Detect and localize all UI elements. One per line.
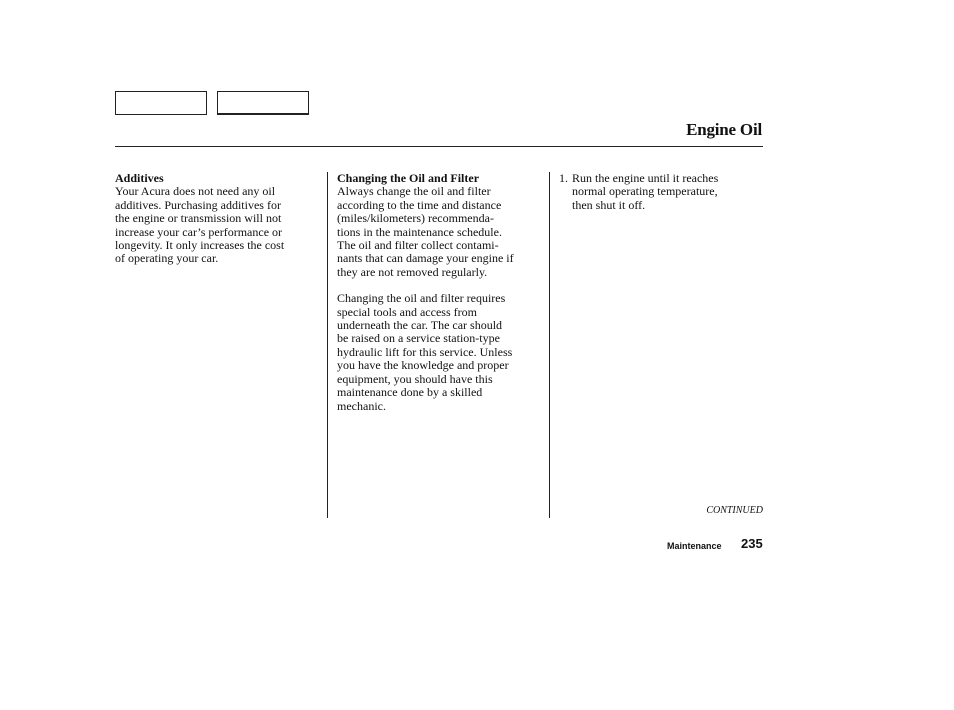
page-number: 235 <box>741 536 763 551</box>
continued-label: CONTINUED <box>706 505 763 516</box>
text-line: then shut it off. <box>572 197 646 212</box>
text-line: be raised on a service station-type <box>337 331 500 346</box>
text-line: (miles/kilometers) recommenda- <box>337 211 494 226</box>
text-line: of operating your car. <box>115 251 219 266</box>
column-divider <box>549 172 550 518</box>
text-line: underneath the car. The car should <box>337 318 503 333</box>
text-line: special tools and access from <box>337 304 477 319</box>
column-additives <box>115 172 315 266</box>
column-changing-oil <box>337 172 542 413</box>
text-line: normal operating temperature, <box>572 184 718 199</box>
text-line: Changing the oil and filter requires <box>337 291 506 306</box>
nav-button-previous[interactable] <box>115 91 207 115</box>
text-line: according to the time and distance <box>337 197 502 212</box>
text-line: longevity. It only increases the cost <box>115 238 285 253</box>
text-line: The oil and filter collect contami- <box>337 238 499 253</box>
step-number: 1. <box>559 171 568 185</box>
step-item <box>559 172 759 212</box>
text-line: mechanic. <box>337 398 386 413</box>
title-rule <box>115 146 763 147</box>
text-line: Run the engine until it reaches <box>572 171 719 185</box>
column-divider <box>327 172 328 518</box>
text-line: hydraulic lift for this service. Unless <box>337 344 513 359</box>
step-text <box>572 172 718 212</box>
nav-button-next[interactable] <box>217 91 309 115</box>
text-line: they are not removed regularly. <box>337 264 488 279</box>
text-line: the engine or transmission will not <box>115 211 282 226</box>
text-line: Your Acura does not need any oil <box>115 184 276 199</box>
section-heading-changing-oil: Changing the Oil and Filter <box>337 171 480 185</box>
text-line: tions in the maintenance schedule. <box>337 224 502 239</box>
column-steps <box>559 172 759 212</box>
footer-section-name: Maintenance <box>667 541 722 551</box>
section-heading-additives: Additives <box>115 171 164 185</box>
text-line: nants that can damage your engine if <box>337 251 514 266</box>
text-line: equipment, you should have this <box>337 371 493 386</box>
text-line: you have the knowledge and proper <box>337 358 509 373</box>
page-title: Engine Oil <box>686 120 762 139</box>
text-line: additives. Purchasing additives for <box>115 197 281 212</box>
text-line: Always change the oil and filter <box>337 184 491 199</box>
text-line: increase your car’s performance or <box>115 224 283 239</box>
text-line: maintenance done by a skilled <box>337 385 483 400</box>
